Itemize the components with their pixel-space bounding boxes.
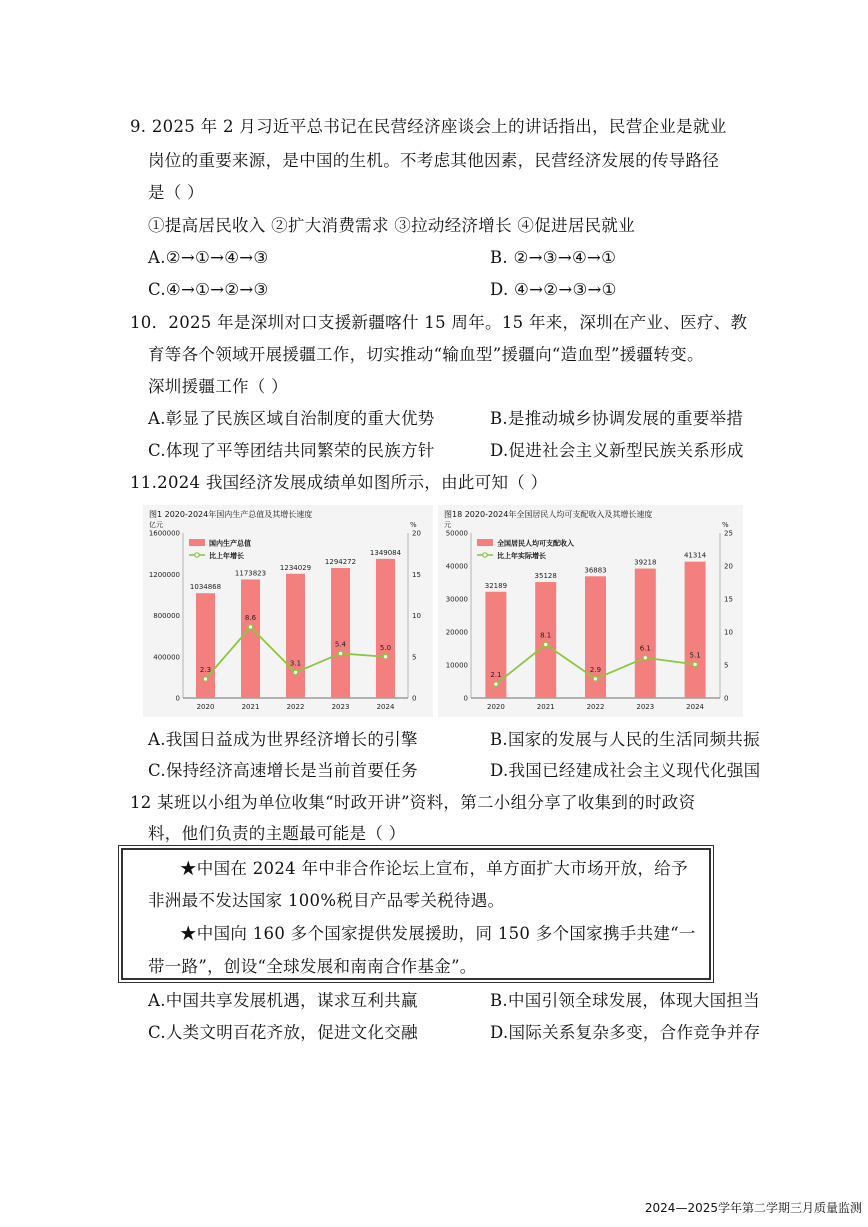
right-axis-unit: % bbox=[410, 521, 417, 529]
x-tick-label: 2022 bbox=[586, 703, 605, 711]
q10-stem-line3: 深圳援疆工作（ ） bbox=[148, 377, 288, 396]
left-tick-label: 40000 bbox=[445, 562, 468, 571]
growth-label: 5.0 bbox=[379, 643, 392, 652]
q9-option-d[interactable]: D. ④→②→③→① bbox=[490, 280, 617, 299]
bar-value-label: 39218 bbox=[634, 558, 657, 567]
bar bbox=[196, 593, 215, 698]
growth-label: 5.1 bbox=[689, 651, 701, 660]
right-tick-label: 20 bbox=[412, 529, 421, 538]
bar bbox=[685, 562, 706, 698]
chart-title: 图1 2020-2024年国内生产总值及其增长速度 bbox=[149, 510, 313, 519]
growth-label: 6.1 bbox=[639, 644, 651, 653]
x-tick-label: 2022 bbox=[286, 703, 305, 711]
q10-option-a[interactable]: A.彰显了民族区域自治制度的重大优势 bbox=[148, 409, 435, 428]
left-tick-label: 400000 bbox=[153, 653, 180, 662]
left-tick-label: 50000 bbox=[445, 529, 468, 538]
bar-value-label: 41314 bbox=[683, 551, 707, 560]
gdp-chart-svg bbox=[143, 505, 433, 717]
bar-value-label: 32189 bbox=[484, 581, 508, 590]
x-tick-label: 2023 bbox=[636, 703, 655, 711]
bar-value-label: 1034868 bbox=[189, 583, 222, 592]
q10-stem-line2: 育等各个领域开展援疆工作，切实推动“输血型”援疆向“造血型”援疆转变。 bbox=[148, 345, 704, 364]
bar bbox=[635, 569, 656, 698]
q10-option-d[interactable]: D.促进社会主义新型民族关系形成 bbox=[490, 441, 744, 460]
q11-option-a[interactable]: A.我国日益成为世界经济增长的引擎 bbox=[148, 730, 418, 749]
x-tick-label: 2021 bbox=[241, 703, 260, 711]
bar-value-label: 1349084 bbox=[369, 548, 402, 557]
left-tick-label: 10000 bbox=[445, 661, 468, 670]
growth-label: 8.6 bbox=[244, 614, 257, 623]
bar-value-label: 1294272 bbox=[324, 558, 357, 567]
right-tick-label: 0 bbox=[412, 694, 417, 703]
growth-point bbox=[494, 682, 499, 687]
right-axis-unit: % bbox=[722, 521, 729, 529]
x-tick-label: 2020 bbox=[196, 703, 215, 711]
gdp-chart bbox=[143, 505, 433, 717]
growth-point bbox=[693, 662, 698, 667]
bar-value-label: 35128 bbox=[534, 572, 557, 581]
q12-option-b[interactable]: B.中国引领全球发展，体现大国担当 bbox=[490, 991, 760, 1010]
growth-label: 5.4 bbox=[334, 640, 347, 649]
bar-value-label: 1234029 bbox=[279, 563, 312, 572]
right-tick-label: 15 bbox=[412, 570, 421, 579]
legend-bar-swatch bbox=[477, 539, 493, 546]
left-tick-label: 1600000 bbox=[148, 529, 180, 538]
q10-stem-line1: 10．2025 年是深圳对口支援新疆喀什 15 周年。15 年来，深圳在产业、医疗、教 bbox=[130, 313, 748, 332]
income-chart-svg bbox=[438, 505, 743, 717]
left-tick-label: 1200000 bbox=[148, 570, 180, 579]
growth-point bbox=[203, 677, 208, 682]
bar bbox=[241, 579, 260, 698]
x-tick-label: 2021 bbox=[536, 703, 555, 711]
material-1-line1: ★中国在 2024 年中非合作论坛上宣布，单方面扩大市场开放，给予 bbox=[180, 859, 688, 878]
legend-line-label: 比上年实际增长 bbox=[497, 552, 546, 560]
right-tick-label: 5 bbox=[412, 653, 417, 662]
left-tick-label: 0 bbox=[463, 694, 468, 703]
growth-point bbox=[293, 670, 298, 675]
growth-label: 3.1 bbox=[289, 659, 302, 668]
legend-line-marker bbox=[195, 553, 199, 557]
q12-option-d[interactable]: D.国际关系复杂多变，合作竞争并存 bbox=[490, 1023, 761, 1042]
q9-option-a[interactable]: A.②→①→④→③ bbox=[148, 248, 269, 267]
q12-stem-line2: 料，他们负责的主题最可能是（ ） bbox=[148, 824, 406, 843]
q12-option-a[interactable]: A.中国共享发展机遇，谋求互利共赢 bbox=[148, 991, 418, 1010]
bar bbox=[376, 559, 395, 698]
x-tick-label: 2024 bbox=[376, 703, 395, 711]
legend-bar-label: 全国居民人均可支配收入 bbox=[497, 539, 574, 548]
material-1-line2: 非洲最不发达国家 100%税目产品零关税待遇。 bbox=[148, 891, 505, 910]
q9-items: ①提高居民收入 ②扩大消费需求 ③拉动经济增长 ④促进居民就业 bbox=[148, 216, 636, 235]
q11-option-b[interactable]: B.国家的发展与人民的生活同频共振 bbox=[490, 730, 760, 749]
bar-value-label: 1173823 bbox=[234, 569, 267, 578]
bar bbox=[286, 574, 305, 698]
footer-exam-title: 2024—2025学年第二学期三月质量监测 bbox=[644, 1201, 862, 1215]
growth-label: 2.3 bbox=[199, 666, 212, 675]
x-tick-label: 2024 bbox=[686, 703, 705, 711]
q11-stem: 11.2024 我国经济发展成绩单如图所示，由此可知（ ） bbox=[130, 473, 548, 492]
growth-point bbox=[248, 625, 253, 630]
q11-option-c[interactable]: C.保持经济高速增长是当前首要任务 bbox=[148, 761, 418, 780]
right-tick-label: 5 bbox=[724, 661, 729, 670]
growth-point bbox=[543, 642, 548, 647]
q12-stem-line1: 12 某班以小组为单位收集“时政开讲”资料，第二小组分享了收集到的时政资 bbox=[130, 793, 696, 812]
growth-label: 2.9 bbox=[589, 665, 602, 674]
x-tick-label: 2020 bbox=[486, 703, 505, 711]
right-tick-label: 10 bbox=[412, 612, 421, 620]
q12-option-c[interactable]: C.人类文明百花齐放，促进文化交融 bbox=[148, 1023, 418, 1042]
material-2-line1: ★中国向 160 多个国家提供发展援助，同 150 多个国家携手共建“一 bbox=[180, 924, 696, 943]
q10-option-b[interactable]: B.是推动城乡协调发展的重要举措 bbox=[490, 409, 744, 428]
left-axis-unit: 亿元 bbox=[149, 521, 163, 529]
q9-stem-line1: 9. 2025 年 2 月习近平总书记在民营经济座谈会上的讲话指出，民营企业是就业 bbox=[130, 117, 727, 136]
right-tick-label: 20 bbox=[724, 562, 733, 571]
q10-option-c[interactable]: C.体现了平等团结共同繁荣的民族方针 bbox=[148, 441, 435, 460]
material-2-line2: 带一路”，创设“全球发展和南南合作基金”。 bbox=[148, 957, 477, 976]
left-tick-label: 0 bbox=[175, 694, 180, 703]
q9-option-c[interactable]: C.④→①→②→③ bbox=[148, 280, 269, 299]
legend-bar-label: 国内生产总值 bbox=[209, 539, 251, 548]
bar-value-label: 36883 bbox=[584, 566, 607, 575]
right-tick-label: 25 bbox=[724, 529, 733, 538]
legend-line-marker bbox=[483, 553, 487, 557]
growth-point bbox=[593, 677, 598, 682]
left-tick-label: 800000 bbox=[153, 612, 180, 620]
left-tick-label: 30000 bbox=[445, 595, 468, 604]
q9-stem-line2: 岗位的重要来源，是中国的生机。不考虑其他因素，民营经济发展的传导路径 bbox=[148, 151, 720, 170]
income-chart bbox=[438, 505, 743, 717]
left-tick-label: 20000 bbox=[445, 628, 468, 637]
bar bbox=[331, 568, 350, 698]
legend-line-label: 比上年增长 bbox=[209, 552, 244, 560]
legend-bar-swatch bbox=[189, 539, 205, 546]
growth-point bbox=[383, 654, 388, 659]
bar bbox=[535, 582, 556, 698]
right-tick-label: 10 bbox=[724, 628, 733, 637]
x-tick-label: 2023 bbox=[331, 703, 350, 711]
growth-label: 2.1 bbox=[490, 671, 502, 680]
left-axis-unit: 元 bbox=[444, 521, 451, 529]
q9-stem-line3: 是（ ） bbox=[148, 183, 204, 202]
chart-title: 图18 2020-2024年全国居民人均可支配收入及其增长速度 bbox=[444, 510, 653, 519]
q11-option-d[interactable]: D.我国已经建成社会主义现代化强国 bbox=[490, 761, 761, 780]
growth-point bbox=[643, 655, 648, 660]
growth-label: 8.1 bbox=[540, 631, 552, 640]
growth-point bbox=[338, 651, 343, 656]
right-tick-label: 0 bbox=[724, 694, 729, 703]
right-tick-label: 15 bbox=[724, 595, 733, 604]
q9-option-b[interactable]: B. ②→③→④→① bbox=[490, 248, 617, 267]
